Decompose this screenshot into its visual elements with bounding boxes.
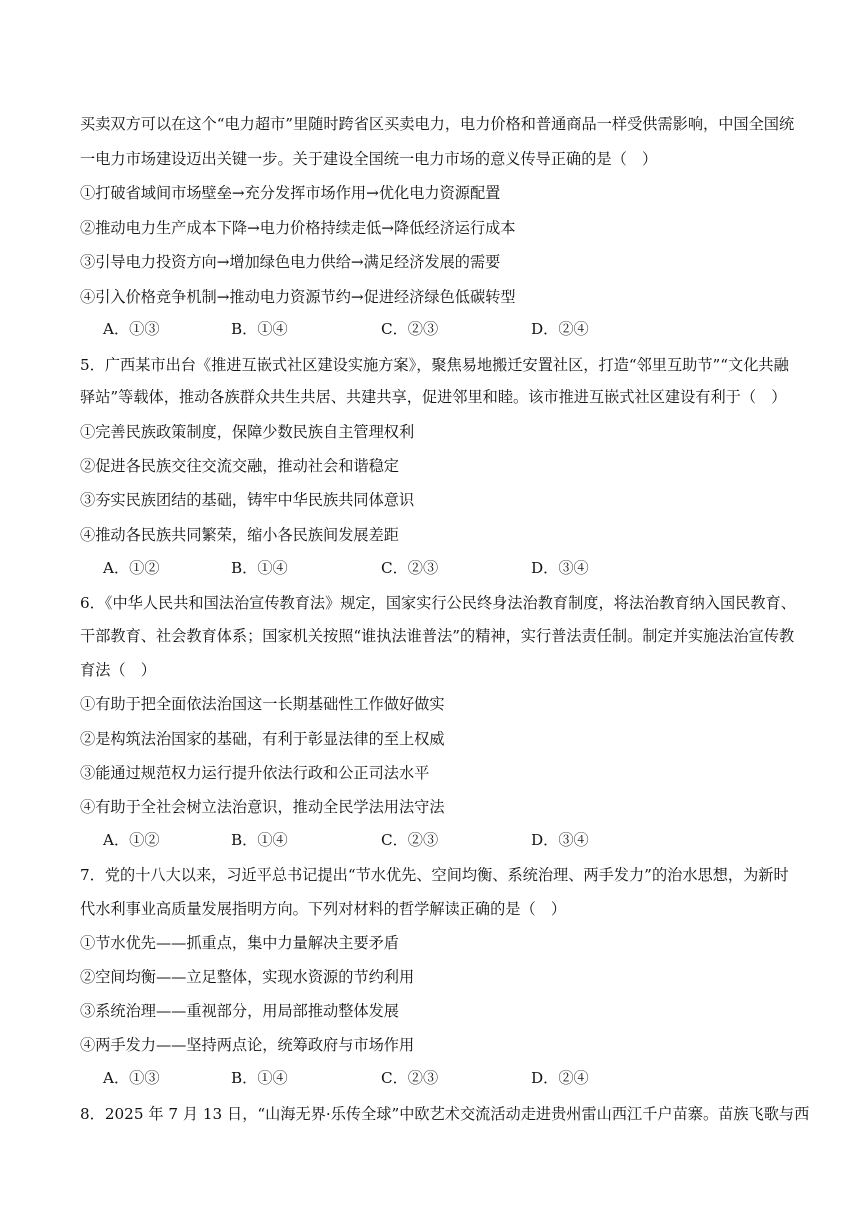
q7-option-b[interactable]: B．①④ (231, 1069, 288, 1087)
q6-item-2: ②是构筑法治国家的基础，有利于彰显法律的至上权威 (80, 730, 445, 748)
q4-option-c[interactable]: C．②③ (381, 320, 439, 338)
q6-stem-line-1: 6．《中华人民共和国法治宣传教育法》规定，国家实行公民终身法治教育制度，将法治教育纳入国民教育、 (80, 594, 796, 612)
q5-stem-line-1: 5．广西某市出台《推进互嵌式社区建设实施方案》，聚焦易地搬迁安置社区，打造“邻里互助节”“文化共融 (80, 356, 789, 374)
q7-item-4: ④两手发力——坚持两点论，统筹政府与市场作用 (80, 1036, 415, 1054)
q5-option-c[interactable]: C．②③ (381, 559, 439, 577)
q7-item-2: ②空间均衡——立足整体，实现水资源的节约利用 (80, 968, 415, 986)
q4-item-1: ①打破省域间市场壁垒→充分发挥市场作用→优化电力资源配置 (80, 184, 501, 202)
q7-options (103, 1068, 803, 1088)
q5-option-a[interactable]: A．①② (103, 559, 160, 577)
q5-option-b[interactable]: B．①④ (231, 559, 288, 577)
q5-item-3: ③夯实民族团结的基础，铸牢中华民族共同体意识 (80, 491, 415, 509)
q4-option-d[interactable]: D．②④ (531, 320, 589, 338)
q7-stem-line-1: 7．党的十八大以来，习近平总书记提出“节水优先、空间均衡、系统治理、两手发力”的治水思想，为新时 (80, 866, 789, 884)
q7-item-3: ③系统治理——重视部分，用局部推动整体发展 (80, 1002, 399, 1020)
q5-item-4: ④推动各民族共同繁荣，缩小各民族间发展差距 (80, 526, 399, 544)
q4-options (103, 319, 803, 339)
q7-item-1: ①节水优先——抓重点，集中力量解决主要矛盾 (80, 934, 399, 952)
q6-stem-line-3: 育法（ ） (80, 661, 156, 679)
q6-item-4: ④有助于全社会树立法治意识，推动全民学法用法守法 (80, 798, 445, 816)
q4-stem-line-1: 买卖双方可以在这个“电力超市”里随时跨省区买卖电力，电力价格和普通商品一样受供需影响，中国全国统 (80, 115, 795, 133)
q4-option-a[interactable]: A．①③ (103, 320, 160, 338)
q6-option-d[interactable]: D．③④ (531, 831, 589, 849)
q4-option-b[interactable]: B．①④ (231, 320, 288, 338)
q6-options (103, 830, 803, 850)
q6-stem-line-2: 干部教育、社会教育体系；国家机关按照“谁执法谁普法”的精神，实行普法责任制。制定并实施法治宣传教 (80, 627, 795, 645)
q6-option-c[interactable]: C．②③ (381, 831, 439, 849)
q5-option-d[interactable]: D．③④ (531, 559, 589, 577)
q5-options (103, 558, 803, 578)
q4-item-3: ③引导电力投资方向→增加绿色电力供给→满足经济发展的需要 (80, 253, 501, 271)
q7-stem-line-2: 代水利事业高质量发展指明方向。下列对材料的哲学解读正确的是（ ） (80, 900, 566, 918)
q7-option-d[interactable]: D．②④ (531, 1069, 589, 1087)
q6-item-1: ①有助于把全面依法治国这一长期基础性工作做好做实 (80, 695, 445, 713)
q4-stem-line-2: 一电力市场建设迈出关键一步。关于建设全国统一电力市场的意义传导正确的是（ ） (80, 150, 658, 168)
q8-stem-line-1: 8．2025 年 7 月 13 日，“山海无界·乐传全球”中欧艺术交流活动走进贵州雷山西江千户苗寨。苗族飞歌与西 (80, 1105, 810, 1123)
q7-option-a[interactable]: A．①③ (103, 1069, 160, 1087)
q6-option-a[interactable]: A．①② (103, 831, 160, 849)
q6-item-3: ③能通过规范权力运行提升依法行政和公正司法水平 (80, 764, 430, 782)
q7-option-c[interactable]: C．②③ (381, 1069, 439, 1087)
q4-item-2: ②推动电力生产成本下降→电力价格持续走低→降低经济运行成本 (80, 219, 516, 237)
q5-item-1: ①完善民族政策制度，保障少数民族自主管理权利 (80, 423, 415, 441)
q5-stem-line-2: 驿站”等载体，推动各族群众共生共居、共建共享，促进邻里和睦。该市推进互嵌式社区建设有利于（ ） (80, 388, 787, 406)
q5-item-2: ②促进各民族交往交流交融，推动社会和谐稳定 (80, 457, 399, 475)
q6-option-b[interactable]: B．①④ (231, 831, 288, 849)
q4-item-4: ④引入价格竞争机制→推动电力资源节约→促进经济绿色低碳转型 (80, 288, 516, 306)
